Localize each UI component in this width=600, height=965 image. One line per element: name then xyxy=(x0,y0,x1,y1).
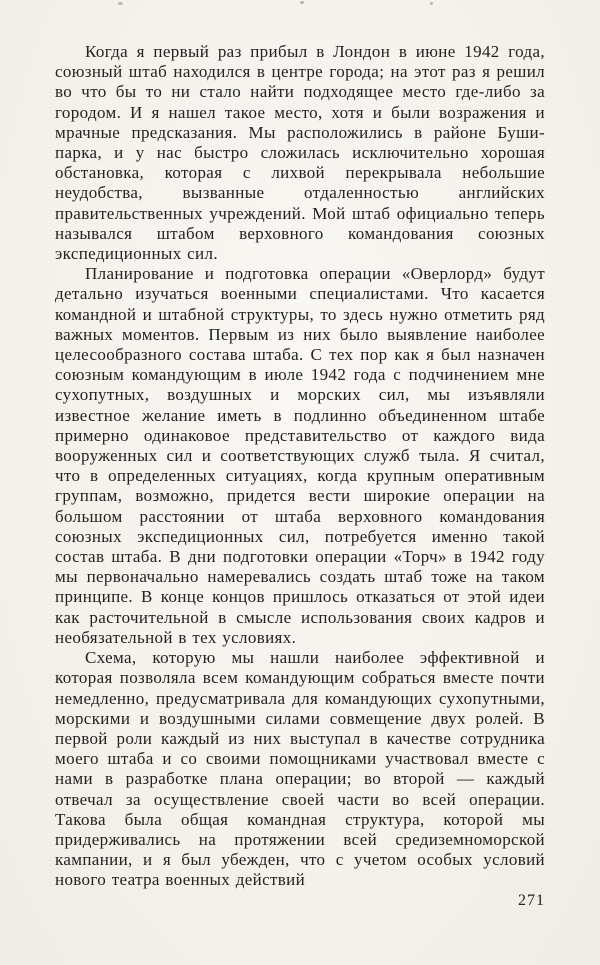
paragraph-2: Планирование и подготовка операции «Оверлорд» будут детально изучаться военными специалистами. Что касается командной и штабной структуры, то здесь нужно отметить ряд важных моментов. Первым из них было выявление наиболее целесообразного состава штаба. С тех пор как я был назначен союзным командующим в июле 1942 года с подчинением мне сухопутных, воздушных и морских сил, мы изъявляли известное желание иметь в подлинно объединенном штабе примерно одинаковое представительство от каждого вида вооруженных сил и соответствующих служб тыла. Я считал, что в определенных ситуациях, когда крупным оперативным группам, возможно, придется вести широкие операции на большом расстоянии от штаба верховного командования союзных экспедиционных сил, потребуется именно такой состав штаба. В дни подготовки операции «Торч» в 1942 году мы первоначально намеревались создать штаб тоже на таком принципе. В конце концов пришлось отказаться от этой идеи как расточительной в смысле использования своих кадров и необязательной в тех условиях. xyxy=(55,264,545,647)
paragraph-1: Когда я первый раз прибыл в Лондон в июне 1942 года, союзный штаб находился в центре города; на этот раз я решил во что бы то ни стало найти подходящее место где-либо за городом. И я нашел такое место, хотя и были возражения и мрачные предсказания. Мы расположились в районе Буши-парка, и у нас быстро сложилась исключительно хорошая обстановка, которая с лихвой перекрывала небольшие неудобства, вызванные отдаленностью английских правительственных учреждений. Мой штаб официально теперь назывался штабом верховного командования союзных экспедиционных сил. xyxy=(55,42,545,264)
page-number: 271 xyxy=(518,891,545,909)
scan-speck xyxy=(118,2,123,5)
body-text xyxy=(55,42,545,911)
scan-speck xyxy=(300,1,304,4)
paragraph-3: Схема, которую мы нашли наиболее эффективной и которая позволяла всем командующим собраться вместе почти немедленно, предусматривала для командующих сухопутными, морскими и воздушными силами совмещение двух ролей. В первой роли каждый из них выступал в качестве сотрудника моего штаба и со своими помощниками участвовал вместе с нами в разработке плана операции; во второй — каждый отвечал за осуществление своей части во всей операции. Такова была общая командная структура, которой мы придерживались на протяжении всей средиземноморской кампании, и я был убежден, что с учетом особых условий нового театра военных действий xyxy=(55,648,545,890)
scan-speck xyxy=(430,2,433,5)
